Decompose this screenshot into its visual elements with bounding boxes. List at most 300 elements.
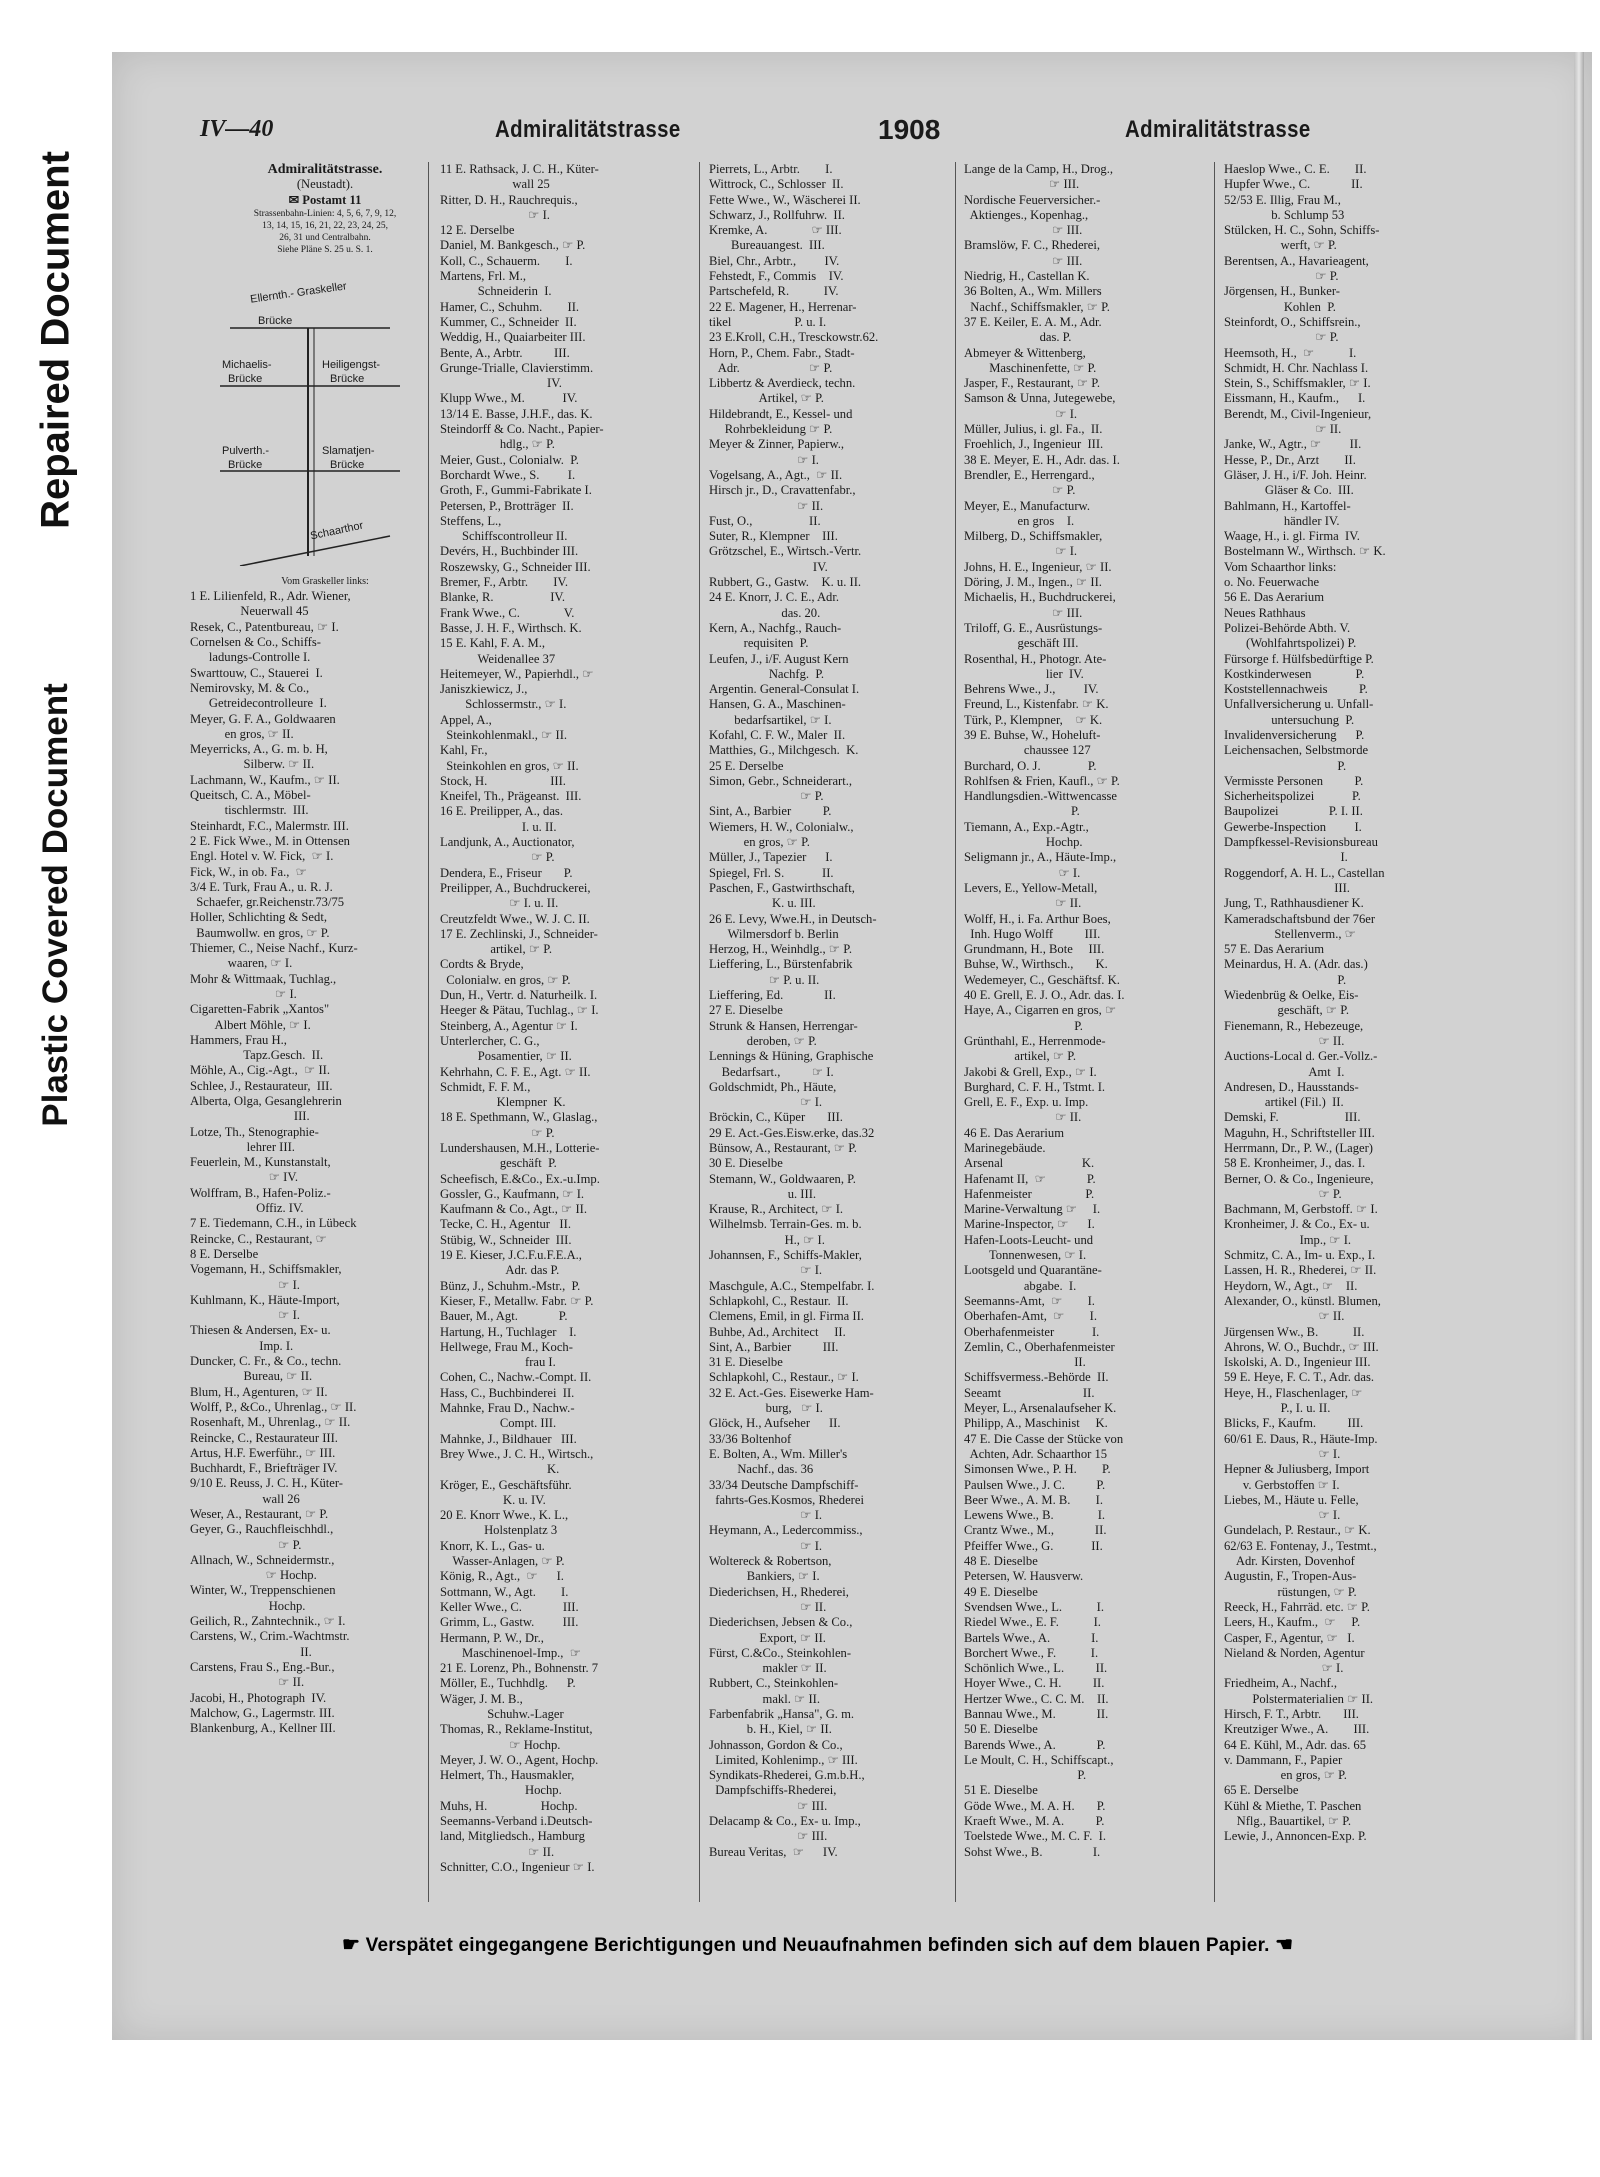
directory-entry: Arsenal K. [964, 1156, 1095, 1171]
directory-entry: Tiemann, A., Exp.-Agtr., [964, 819, 1089, 834]
directory-entry: II. [964, 1355, 1086, 1370]
directory-entry: ☞ I. [709, 1538, 823, 1553]
directory-entry: IV. [709, 559, 828, 574]
directory-entry: Matthies, G., Milchgesch. K. [709, 743, 859, 758]
directory-entry: Schiffscontrolleur II. [440, 529, 568, 544]
directory-entry: Oberhafenmeister I. [964, 1324, 1100, 1339]
directory-entry: Scheefisch, E.&Co., Ex.-u.Imp. [440, 1171, 600, 1186]
directory-entry: ☞ I. [1224, 1446, 1341, 1461]
directory-entry: Geilich, R., Zahntechnik., ☞ I. [190, 1614, 346, 1629]
directory-entry: Roggendorf, A. H. L., Castellan [1224, 865, 1385, 880]
directory-entry: Compt. III. [440, 1416, 557, 1431]
directory-entry: en gros I. [964, 513, 1075, 528]
directory-entry: Dampfkessel-Revisionsbureau [1224, 835, 1378, 850]
directory-entry: Meier, Gust., Colonialw. P. [440, 452, 579, 467]
directory-entry: Nachf., Schiffsmakler, ☞ P. [964, 299, 1110, 314]
directory-entry: Steinberg, A., Agentur ☞ I. [440, 1018, 578, 1033]
directory-entry: Kneifel, Th., Prägeanst. III. [440, 789, 582, 804]
directory-entry: Allnach, W., Schneidermstr., [190, 1552, 335, 1567]
directory-entry: Handlungsdien.-Wittwencasse [964, 789, 1118, 804]
directory-entry: ☞ I. [964, 544, 1078, 559]
directory-entry: Meyer, G. F. A., Goldwaaren [190, 711, 336, 726]
directory-entry: P., I. u. II. [1224, 1401, 1331, 1416]
directory-entry: Weidenallee 37 [440, 651, 556, 666]
directory-entry: werft, ☞ P. [1224, 238, 1337, 253]
directory-entry: Hupfer Wwe., C. II. [1224, 177, 1363, 192]
directory-entry: Wolff, P., &Co., Uhrenlag., ☞ II. [190, 1399, 357, 1414]
directory-entry: Borchardt Wwe., S. I. [440, 467, 576, 482]
directory-entry: Kern, A., Nachfg., Rauch- [709, 620, 842, 635]
directory-entry: hdlg., ☞ P. [440, 437, 555, 452]
directory-entry: Blum, H., Agenturen, ☞ II. [190, 1384, 328, 1399]
directory-entry: 24 E. Knorr, J. C. E., Adr. [709, 590, 839, 605]
directory-entry: Müller, Julius, i. gl. Fa., II. [964, 422, 1103, 437]
directory-entry: Steinhardt, F.C., Malermstr. III. [190, 818, 349, 833]
directory-entry: Freund, L., Kistenfabr. ☞ K. [964, 697, 1109, 712]
directory-entry: Fick, W., in ob. Fa., ☞ [190, 864, 307, 879]
directory-entry: Berner, O. & Co., Ingenieure, [1224, 1171, 1374, 1186]
directory-entry: Thiemer, C., Neise Nachf., Kurz- [190, 941, 358, 956]
directory-entry: Vom Schaarthor links: [1224, 559, 1337, 574]
directory-entry: Rubbert, C., Steinkohlen- [709, 1676, 839, 1691]
directory-entry: Adr. das P. [440, 1263, 560, 1278]
directory-entry: Helmert, Th., Hausmakler, [440, 1768, 575, 1783]
directory-entry: makl. ☞ II. [709, 1691, 820, 1706]
street-title-right: Admiralitätstrasse [1125, 116, 1311, 143]
directory-entry: Milberg, D., Schiffsmakler, [964, 529, 1103, 544]
directory-entry: 26 E. Levy, Wwe.H., in Deutsch- [709, 911, 877, 926]
page-header [200, 110, 1570, 150]
directory-entry: Pierrets, L., Arbtr. I. [709, 162, 833, 176]
directory-entry: en gros, ☞ P. [1224, 1768, 1347, 1783]
directory-entry: ☞ II. [964, 1110, 1082, 1125]
directory-entry: Diederichsen, Jebsen & Co., [709, 1615, 853, 1630]
directory-entry: en gros, ☞ P. [709, 835, 810, 850]
directory-entry: Rubbert, G., Gastw. K. u. II. [709, 575, 862, 590]
directory-entry: Petersen, P., Brotträger II. [440, 498, 574, 513]
column-rule [699, 162, 700, 1902]
directory-entry: Meyer, E., Manufacturw. [964, 498, 1090, 513]
directory-entry: lier IV. [964, 666, 1084, 681]
directory-entry: Marine-Verwaltung ☞ I. [964, 1202, 1101, 1217]
directory-entry: Haye, A., Cigarren en gros, ☞ [964, 1003, 1117, 1018]
directory-entry: Lange de la Camp, H., Drog., [964, 162, 1113, 176]
directory-entry: 19 E. Kieser, J.C.F.u.F.E.A., [440, 1248, 582, 1263]
directory-entry: ☞ II. [190, 1675, 305, 1690]
directory-entry: Winter, W., Treppenschienen [190, 1583, 336, 1598]
directory-entry: Maschinenfette, ☞ P. [964, 360, 1097, 375]
directory-entry: frau I. [440, 1355, 556, 1370]
directory-entry: Hermann, P. W., Dr., [440, 1630, 544, 1645]
directory-entry: Johannsen, F., Schiffs-Makler, [709, 1248, 862, 1263]
directory-entry: Grundmann, H., Bote III. [964, 942, 1105, 957]
directory-entry: ☞ I. [709, 452, 819, 467]
directory-entry: Heitemeyer, W., Papierhdl., ☞ [440, 666, 594, 681]
directory-entry: ☞ P. u. II. [709, 972, 820, 987]
directory-entry: Unfallversicherung u. Unfall- [1224, 697, 1374, 712]
directory-entry: Jacobi, H., Photograph IV. [190, 1690, 327, 1705]
directory-entry: Grunge-Trialle, Clavierstimm. [440, 360, 594, 375]
directory-entry: Hellwege, Frau M., Koch- [440, 1339, 573, 1354]
directory-entry: das. P. [964, 330, 1072, 345]
directory-entry: Sohst Wwe., B. I. [964, 1844, 1101, 1859]
directory-entry: E. Bolten, A., Wm. Miller's [709, 1446, 848, 1461]
directory-entry: Carstens, W., Crim.-Wachtmstr. [190, 1629, 350, 1644]
directory-entry: Petersen, W. Hausverw. [964, 1569, 1084, 1584]
directory-entry: Koll, C., Schauerm. I. [440, 253, 573, 268]
directory-entry: Simon, Gebr., Schneiderart., [709, 773, 853, 788]
directory-entry: Queitsch, C. A., Möbel- [190, 788, 311, 803]
directory-entry: fahrts-Ges.Kosmos, Rhederei [709, 1492, 864, 1507]
directory-entry: Steinkohlenmakl., ☞ II. [440, 727, 568, 742]
directory-entry: 52/53 E. Illig, Frau M., [1224, 192, 1341, 207]
directory-entry: 3/4 E. Turk, Frau A., u. R. J. [190, 879, 333, 894]
map-label-pulverth: Pulverth.- [222, 444, 270, 457]
directory-entry: I. [1224, 850, 1348, 865]
directory-entry: Schiffsvermess.-Behörde II. [964, 1370, 1109, 1385]
directory-entry: Lachmann, W., Kaufm., ☞ II. [190, 772, 340, 787]
directory-entry: Achten, Adr. Schaarthor 15 [964, 1446, 1108, 1461]
directory-entry: Berentsen, A., Havarieagent, [1224, 253, 1369, 268]
directory-entry: Adr. Kirsten, Dovenhof [1224, 1554, 1355, 1569]
directory-entry: ☞ I. [709, 1095, 823, 1110]
directory-entry: Mahnke, Frau D., Nachw.- [440, 1401, 575, 1416]
directory-entry: Schwarz, J., Rollfuhrw. II. [709, 207, 845, 222]
directory-entry: Heydorn, W., Agt., ☞ II. [1224, 1278, 1358, 1293]
directory-entry: Bauer, M., Agt. P. [440, 1309, 568, 1324]
directory-entry: Lassen, H. R., Rhederei, ☞ II. [1224, 1263, 1377, 1278]
directory-entry: Albert Möhle, ☞ I. [190, 1017, 311, 1032]
directory-entry: 18 E. Spethmann, W., Glaslag., [440, 1110, 598, 1125]
column-2 [440, 162, 685, 1875]
directory-entry: Hochp. [440, 1783, 562, 1798]
directory-entry: ☞ I. [190, 986, 297, 1001]
directory-entry: Steinkohlen en gros, ☞ II. [440, 758, 579, 773]
directory-entry: 12 E. Derselbe [440, 223, 515, 238]
directory-entry: Dampfschiffs-Rhederei, [709, 1783, 837, 1798]
directory-entry: 48 E. Dieselbe [964, 1554, 1038, 1569]
directory-entry: Inh. Hugo Wolff III. [964, 926, 1101, 941]
directory-entry: Schneiderin I. [440, 284, 552, 299]
directory-entry: Bünsow, A., Restaurant, ☞ P. [709, 1141, 857, 1155]
directory-entry: Schlapkohl, C., Restaur., ☞ I. [709, 1370, 859, 1385]
directory-entry: Sicherheitspolizei P. [1224, 789, 1361, 804]
directory-entry: Meyer, J. W. O., Agent, Hochp. [440, 1752, 599, 1767]
directory-entry: Reincke, C., Restaurateur III. [190, 1430, 338, 1445]
directory-entry: K. u. IV. [440, 1492, 546, 1507]
directory-entry: Tonnenwesen, ☞ I. [964, 1248, 1087, 1263]
directory-entry: Liebes, M., Häute u. Felle, [1224, 1492, 1359, 1507]
directory-entry: Jörgensen, H., Bunker- [1224, 284, 1340, 299]
directory-entry: Krause, R., Architect, ☞ I. [709, 1202, 844, 1217]
directory-entry: Meyer & Zinner, Papierw., [709, 437, 845, 452]
directory-entry: Oberhafen-Amt, ☞ I. [964, 1309, 1097, 1324]
directory-entry: Bedarfsart., ☞ I. [709, 1064, 834, 1079]
directory-entry: 50 E. Dieselbe [964, 1722, 1038, 1737]
directory-entry: 32 E. Act.-Ges. Eisewerke Ham- [709, 1385, 874, 1400]
directory-entry: Schnitter, C.O., Ingenieur ☞ I. [440, 1859, 595, 1874]
directory-entry: ☞ P. [440, 1125, 555, 1140]
directory-entry: Kuhlmann, K., Häute-Import, [190, 1292, 340, 1307]
repaired-document-label: Repaired Document [33, 151, 78, 529]
directory-entry: Limited, Kohlenimp., ☞ III. [709, 1752, 858, 1767]
directory-entry: 51 E. Dieselbe [964, 1783, 1038, 1798]
directory-entry: H., ☞ I. [709, 1232, 825, 1247]
directory-entry: Bremer, F., Arbtr. IV. [440, 575, 569, 590]
directory-entry: Heemsoth, H., ☞ I. [1224, 345, 1357, 360]
directory-entry: Alberta, Olga, Gesanglehrerin [190, 1093, 342, 1108]
directory-entry: Wilmersdorf b. Berlin [709, 926, 839, 941]
directory-entry: Bannau Wwe., M. II. [964, 1706, 1109, 1721]
directory-entry: geschäft, ☞ P. [1224, 1003, 1349, 1018]
directory-entry: Artikel, ☞ P. [709, 391, 824, 406]
directory-entry: ☞ P. [964, 483, 1076, 498]
directory-entry: Goldschmidt, Ph., Häute, [709, 1079, 837, 1094]
directory-entry: Aktienges., Kopenhag., [964, 207, 1089, 222]
directory-entry: 56 E. Das Aerarium [1224, 590, 1325, 605]
map-reference: Siehe Pläne S. 25 u. S. 1. [277, 244, 373, 255]
directory-entry: Strunk & Hansen, Herrengar- [709, 1018, 858, 1033]
directory-entry: 58 E. Kronheimer, J., das. I. [1224, 1156, 1366, 1171]
directory-entry: bedarfsartikel, ☞ I. [709, 712, 832, 727]
directory-entry: Maguhn, H., Schriftsteller III. [1224, 1125, 1375, 1140]
directory-entry: Froehlich, J., Ingenieur III. [964, 437, 1104, 452]
directory-entry: 30 E. Dieselbe [709, 1156, 783, 1171]
directory-entry: König, R., Agt., ☞ I. [440, 1569, 564, 1584]
directory-entry: Baupolizei P. I. II. [1224, 804, 1363, 819]
directory-entry: ☞ I. [1224, 1661, 1344, 1676]
directory-entry: Hochp. [190, 1598, 306, 1613]
directory-entry: Le Moult, C. H., Schiffscapt., [964, 1752, 1114, 1767]
directory-entry: Tecke, C. H., Agentur II. [440, 1217, 571, 1232]
directory-entry: Adr. ☞ P. [709, 360, 833, 375]
directory-entry: Schmidt, H. Chr. Nachlass I. [1224, 360, 1369, 375]
directory-entry: ☞ II. [709, 498, 824, 513]
directory-entry: 59 E. Heye, F. C. T., Adr. das. [1224, 1370, 1374, 1385]
directory-entry: Berendt, M., Civil-Ingenieur, [1224, 406, 1372, 421]
directory-entry: Stock, H. III. [440, 773, 566, 788]
directory-entry: ☞ III. [964, 605, 1083, 620]
directory-entry: Lieffering, Ed. II. [709, 988, 836, 1003]
directory-entry: Ritter, D. H., Rauchrequis., [440, 192, 578, 207]
directory-entry: 62/63 E. Fontenay, J., Testmt., [1224, 1538, 1377, 1553]
directory-entry: ladungs-Controlle I. [190, 650, 311, 665]
directory-entry: ☞ III. [964, 223, 1083, 238]
directory-entry: Thiesen & Andersen, Ex- u. [190, 1323, 331, 1338]
directory-entry: Kieser, F., Metallw. Fabr. ☞ P. [440, 1293, 594, 1308]
directory-entry: abgabe. I. [964, 1278, 1077, 1293]
directory-entry: Posamentier, ☞ II. [440, 1049, 572, 1064]
directory-entry: Beer Wwe., A. M. B. I. [964, 1492, 1103, 1507]
directory-entry: 13/14 E. Basse, J.H.F., das. K. [440, 406, 593, 421]
directory-entry: Partschefeld, R. IV. [709, 284, 839, 299]
scanned-page [112, 52, 1592, 2040]
directory-entry: Hafenamt II, ☞ P. [964, 1171, 1096, 1186]
directory-entry: Brendler, E., Herrengard., [964, 467, 1095, 482]
map-label-bruecke: Brücke [258, 314, 293, 327]
directory-entry: (Wohlfahrtspolizei) P. [1224, 636, 1357, 651]
directory-entry: 9/10 E. Reuss, J. C. H., Küter- [190, 1476, 343, 1491]
directory-entry: Bartels Wwe., A. I. [964, 1630, 1099, 1645]
street-heading: Admiralitätstrasse. [267, 162, 383, 177]
directory-entry: Kaufmann & Co., Agt., ☞ II. [440, 1202, 588, 1217]
directory-entry: Bramslöw, F. C., Rhederei, [964, 238, 1100, 253]
directory-entry: ☞ P. [1224, 1186, 1342, 1201]
directory-entry: P. [1224, 758, 1347, 773]
directory-entry: Dun, H., Vertr. d. Naturheilk. I. [440, 988, 598, 1003]
directory-entry: Gewerbe-Inspection I. [1224, 819, 1362, 834]
directory-entry: ☞ III. [964, 253, 1083, 268]
directory-entry: tikel P. u. I. [709, 314, 827, 329]
directory-entry: ☞ II. [1224, 422, 1342, 437]
directory-entry: Kehrhahn, C. F. E., Agt. ☞ II. [440, 1064, 591, 1079]
map-label-slamatjen: Slamatjen- [322, 444, 375, 457]
directory-entry: Stein, S., Schiffsmakler, ☞ I. [1224, 376, 1371, 391]
directory-entry: Hass, C., Buchbinderei II. [440, 1385, 575, 1400]
directory-entry: Kahl, Fr., [440, 743, 488, 758]
map-label-heiligengeist-bruecke: Brücke [330, 372, 365, 385]
directory-entry: Kühl & Miethe, T. Paschen [1224, 1798, 1362, 1813]
directory-entry: o. No. Feuerwache [1224, 575, 1320, 590]
directory-entry: Dendera, E., Friseur P. [440, 865, 573, 880]
directory-entry: I. u. II. [440, 819, 557, 834]
directory-entry: Reeck, H., Fahrräd. etc. ☞ P. [1224, 1599, 1370, 1614]
directory-entry: Carstens, Frau S., Eng.-Bur., [190, 1659, 335, 1674]
directory-entry: ☞ P. [1224, 269, 1339, 284]
directory-entry: Iskolski, A. D., Ingenieur III. [1224, 1355, 1371, 1370]
directory-entry: Buchhardt, F., Briefträger IV. [190, 1461, 338, 1476]
directory-entry: Hochp. [964, 835, 1083, 850]
directory-entry: Rosenhaft, M., Uhrenlag., ☞ II. [190, 1415, 351, 1430]
directory-entry: Sint, A., Barbier III. [709, 1339, 839, 1354]
directory-entry: 23 E.Kroll, C.H., Tresckowstr.62. [709, 330, 879, 345]
directory-entry: Nachf., das. 36 [709, 1462, 814, 1477]
directory-entry: Lewie, J., Annoncen-Exp. P. [1224, 1829, 1367, 1844]
directory-entry: Getreidecontrolleure I. [190, 696, 327, 711]
directory-entry: händler IV. [1224, 513, 1340, 528]
map-label-michaelis-bruecke: Brücke [228, 372, 263, 385]
directory-entry: Johnasson, Gordon & Co., [709, 1737, 843, 1752]
directory-entry: Maschgule, A.C., Stempelfabr. I. [709, 1278, 875, 1293]
district: (Neustadt). [296, 177, 354, 192]
directory-entry: Roszewsky, G., Schneider III. [440, 559, 591, 574]
directory-entry: artikel, ☞ P. [964, 1049, 1077, 1064]
directory-entry: Buhse, W., Wirthsch., K. [964, 957, 1108, 972]
directory-entry: Landjunk, A., Auctionator, [440, 835, 575, 850]
directory-entry: rüstungen, ☞ P. [1224, 1584, 1357, 1599]
directory-entry: Steindorff & Co. Nacht., Papier- [440, 422, 604, 437]
directory-entry: Polstermaterialien ☞ II. [1224, 1691, 1374, 1706]
directory-entry: Wilhelmsb. Terrain-Ges. m. b. [709, 1217, 862, 1232]
directory-entry: Wedemeyer, C., Geschäftsf. K. [964, 972, 1120, 987]
directory-entry: Duncker, C. Fr., & Co., techn. [190, 1354, 342, 1369]
directory-entry: Libbertz & Averdieck, techn. [709, 376, 856, 391]
directory-entry: Stellenverm., ☞ [1224, 926, 1356, 941]
page-edge [1574, 52, 1584, 2040]
col1-entries [190, 589, 460, 1736]
directory-entry: requisiten P. [709, 636, 809, 651]
directory-entry: 2 E. Fick Wwe., M. in Ottensen [190, 833, 350, 848]
directory-entry: Friedheim, A., Nachf., [1224, 1676, 1337, 1691]
directory-entry: Bröckin, C., Küper III. [709, 1110, 843, 1125]
directory-entry: Cordts & Bryde, [440, 957, 524, 972]
directory-entry: Syndikats-Rhederei, G.m.b.H., [709, 1768, 865, 1783]
directory-entry: Hesse, P., Dr., Arzt II. [1224, 452, 1356, 467]
directory-entry: Wasser-Anlagen, ☞ P. [440, 1554, 565, 1569]
directory-entry: Paschen, F., Gastwirthschaft, [709, 880, 855, 895]
directory-entry: ☞ I. [709, 1508, 823, 1523]
directory-entry: Woltereck & Robertson, [709, 1554, 832, 1569]
directory-entry: Schlapkohl, C., Restaur. II. [709, 1293, 849, 1308]
directory-entry: burg, ☞ I. [709, 1401, 823, 1416]
directory-entry: Baumwollw. en gros, ☞ P. [190, 925, 330, 940]
directory-entry: Marinegebäude. [964, 1141, 1046, 1155]
directory-entry: ☞ I. [709, 1263, 823, 1278]
directory-entry: Bente, A., Arbtr. III. [440, 345, 570, 360]
directory-entry: Groth, F., Gummi-Fabrikate I. [440, 483, 592, 498]
directory-entry: Nieland & Norden, Agentur [1224, 1645, 1365, 1660]
directory-entry: Jakobi & Grell, Exp., ☞ I. [964, 1064, 1097, 1079]
directory-entry: 11 E. Rathsack, J. C. H., Küter- [440, 162, 599, 176]
directory-entry: ☞ II. [709, 1599, 827, 1614]
directory-entry: Rohlfsen & Frien, Kaufl., ☞ P. [964, 773, 1120, 788]
directory-entry: Bankiers, ☞ I. [709, 1569, 820, 1584]
directory-entry: b. Schlump 53 [1224, 207, 1345, 222]
directory-entry: ☞ II. [440, 1844, 555, 1859]
directory-entry: Fienemann, R., Hebezeuge, [1224, 1018, 1364, 1033]
directory-entry: Clemens, Emil, in gl. Firma II. [709, 1309, 864, 1324]
directory-entry: 15 E. Kahl, F. A. M., [440, 636, 545, 651]
directory-entry: Bachmann, M, Gerbstoff. ☞ I. [1224, 1202, 1378, 1217]
directory-entry: 7 E. Tiedemann, C.H., in Lübeck [190, 1216, 357, 1231]
directory-entry: Schaefer, gr.Reichenstr.73/75 [190, 895, 345, 910]
pointing-hand-icon: ☛ [342, 1934, 361, 1956]
directory-entry: Kohlen P. [1224, 299, 1336, 314]
street-title-left: Admiralitätstrasse [495, 116, 681, 143]
directory-entry: Hildebrandt, E., Kessel- und [709, 406, 853, 421]
directory-entry: Blicks, F., Kaufm. III. [1224, 1416, 1364, 1431]
directory-entry: ☞ I. [190, 1308, 300, 1323]
directory-entry: Zemlin, C., Oberhafenmeister [964, 1339, 1115, 1354]
directory-entry: Weser, A., Restaurant, ☞ P. [190, 1507, 329, 1521]
directory-entry: Bünz, J., Schuhm.-Mstr., P. [440, 1278, 581, 1293]
directory-entry: Biel, Chr., Arbtr., IV. [709, 253, 840, 268]
directory-entry: Jung, T., Rathhausdiener K. [1224, 896, 1364, 911]
directory-entry: Steffens, L., [440, 513, 502, 528]
directory-entry: K. [440, 1462, 560, 1477]
directory-entry: Pfeiffer Wwe., G. II. [964, 1538, 1103, 1553]
directory-entry: ☞ P. [1224, 330, 1339, 345]
directory-entry: Marine-Inspector, ☞ I. [964, 1217, 1095, 1232]
directory-entry: Fürst, C.&Co., Steinkohlen- [709, 1645, 852, 1660]
directory-entry: Blankenburg, A., Kellner III. [190, 1721, 336, 1736]
directory-entry: Weddig, H., Quaiarbeiter III. [440, 330, 586, 345]
directory-entry: Hafen-Loots-Leucht- und [964, 1232, 1094, 1247]
directory-entry: Stülcken, H. C., Sohn, Schiffs- [1224, 223, 1380, 238]
directory-entry: Argentin. General-Consulat I. [709, 682, 860, 697]
directory-entry: 38 E. Meyer, E. H., Adr. das. I. [964, 452, 1120, 467]
directory-entry: ☞ III. [709, 1829, 828, 1844]
directory-entry: Fehstedt, F., Commis IV. [709, 269, 844, 284]
directory-entry: Hammers, Frau H., [190, 1032, 287, 1047]
directory-entry: Hafenmeister P. [964, 1186, 1095, 1201]
directory-entry: Jürgensen Ww., B. II. [1224, 1324, 1365, 1339]
directory-entry: geschäft P. [440, 1156, 557, 1171]
street-map [210, 266, 410, 566]
map-label-ellernth: Ellernth.- Graskeller [249, 280, 348, 306]
directory-entry: Triloff, G. E., Ausrüstungs- [964, 620, 1103, 635]
column-rule [1214, 162, 1215, 1902]
